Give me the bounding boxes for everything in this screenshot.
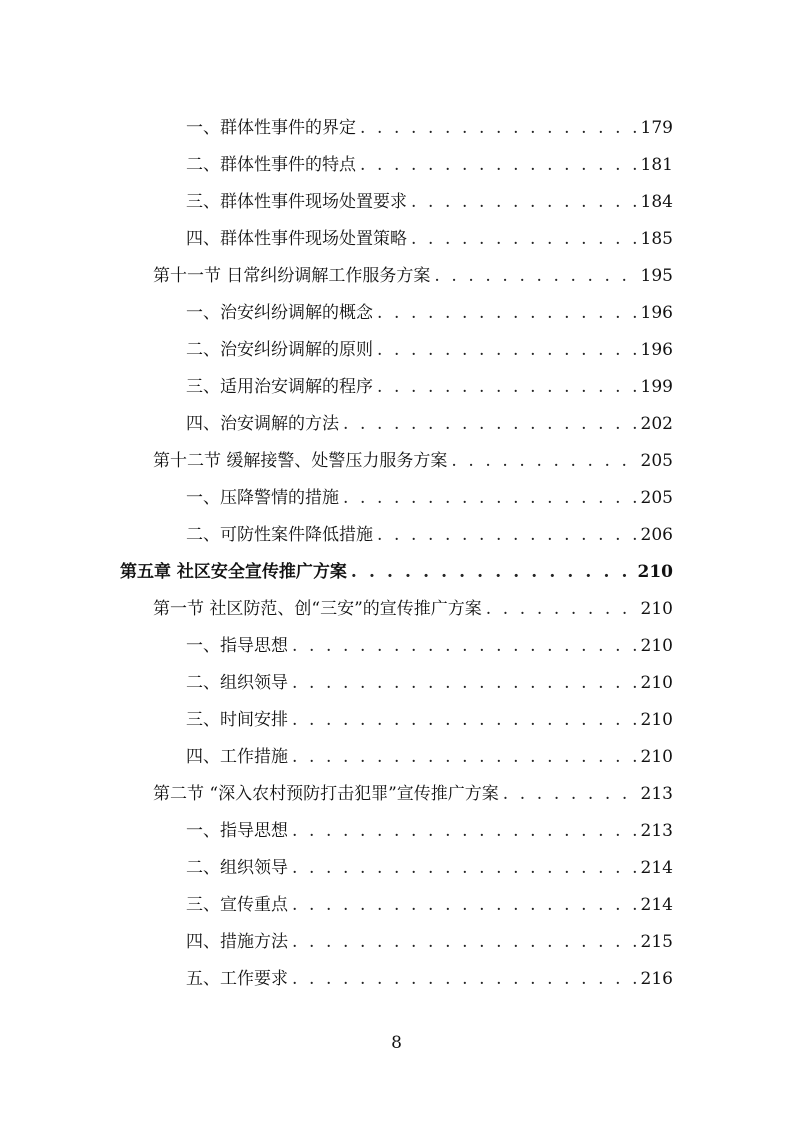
toc-entry[interactable] — [186, 101, 673, 138]
toc-leader-dots — [292, 858, 637, 878]
toc-leader-dots — [292, 747, 637, 767]
toc-leader-dots — [292, 969, 637, 989]
toc-entry-title: 四、工作措施 — [186, 747, 288, 767]
toc-entry-title: 四、群体性事件现场处置策略 — [186, 229, 407, 249]
toc-entry-page: 181 — [640, 155, 673, 175]
toc-section-entry[interactable] — [153, 767, 673, 804]
toc-entry-page: 199 — [640, 377, 673, 397]
toc-entry[interactable] — [186, 915, 673, 952]
toc-entry-page: 179 — [640, 118, 673, 138]
toc-leader-dots — [292, 636, 637, 656]
toc-entry[interactable] — [186, 508, 673, 545]
toc-entry-title: 第一节 社区防范、创“三安”的宣传推广方案 — [153, 599, 482, 619]
toc-section-entry[interactable] — [153, 434, 673, 471]
toc-entry[interactable] — [186, 397, 673, 434]
toc-entry-title: 第十一节 日常纠纷调解工作服务方案 — [153, 266, 431, 286]
toc-entry-title: 一、群体性事件的界定 — [186, 118, 356, 138]
toc-entry-page: 184 — [640, 192, 673, 212]
toc-entry-title: 二、组织领导 — [186, 673, 288, 693]
toc-entry[interactable] — [186, 841, 673, 878]
toc-entry[interactable] — [186, 323, 673, 360]
toc-entry[interactable] — [186, 656, 673, 693]
toc-entry-title: 一、指导思想 — [186, 636, 288, 656]
toc-entry-page: 210 — [640, 710, 673, 730]
toc-leader-dots — [343, 414, 637, 434]
toc-entry-title: 三、宣传重点 — [186, 895, 288, 915]
toc-leader-dots — [411, 192, 637, 212]
toc-entry-page: 210 — [637, 562, 673, 582]
toc-entry-title: 第五章 社区安全宣传推广方案 — [120, 562, 347, 582]
toc-entry-page: 196 — [640, 340, 673, 360]
toc-entry-title: 一、压降警情的措施 — [186, 488, 339, 508]
toc-entry-title: 四、治安调解的方法 — [186, 414, 339, 434]
toc-entry-page: 216 — [640, 969, 673, 989]
toc-entry-page: 205 — [640, 488, 673, 508]
toc-leader-dots — [292, 821, 637, 841]
toc-leader-dots — [434, 266, 636, 286]
toc-leader-dots — [292, 932, 637, 952]
toc-entry-page: 213 — [640, 821, 673, 841]
toc-entry[interactable] — [186, 212, 673, 249]
toc-leader-dots — [377, 340, 637, 360]
toc-entry[interactable] — [186, 730, 673, 767]
toc-entry-page: 205 — [640, 451, 673, 471]
page-number: 8 — [391, 1033, 402, 1053]
toc-entry-page: 185 — [640, 229, 673, 249]
toc-entry-page: 213 — [640, 784, 673, 804]
toc-entry-page: 214 — [640, 858, 673, 878]
toc-entry-page: 206 — [640, 525, 673, 545]
toc-leader-dots — [503, 784, 637, 804]
toc-leader-dots — [377, 377, 637, 397]
toc-leader-dots — [377, 525, 637, 545]
toc-leader-dots — [377, 303, 637, 323]
toc-entry-title: 第二节 “深入农村预防打击犯罪”宣传推广方案 — [153, 784, 499, 804]
toc-entry-title: 三、群体性事件现场处置要求 — [186, 192, 407, 212]
toc-entry[interactable] — [186, 952, 673, 989]
toc-entry-page: 202 — [640, 414, 673, 434]
toc-entry[interactable] — [186, 175, 673, 212]
toc-entry[interactable] — [186, 138, 673, 175]
toc-entry-title: 四、措施方法 — [186, 932, 288, 952]
toc-entry-title: 五、工作要求 — [186, 969, 288, 989]
toc-entry-page: 214 — [640, 895, 673, 915]
toc-entry-page: 210 — [640, 747, 673, 767]
toc-chapter-entry[interactable] — [120, 545, 673, 582]
toc-entry[interactable] — [186, 360, 673, 397]
toc-entry[interactable] — [186, 471, 673, 508]
toc-leader-dots — [343, 488, 637, 508]
toc-entry-page: 210 — [640, 599, 673, 619]
toc-entry-title: 二、治安纠纷调解的原则 — [186, 340, 373, 360]
toc-entry-page: 195 — [640, 266, 673, 286]
toc-section-entry[interactable] — [153, 582, 673, 619]
toc-entry-title: 二、群体性事件的特点 — [186, 155, 356, 175]
toc-leader-dots — [360, 118, 637, 138]
toc-leader-dots — [351, 562, 634, 582]
toc-entry-page: 215 — [640, 932, 673, 952]
toc-entry[interactable] — [186, 619, 673, 656]
toc-entry-title: 第十二节 缓解接警、处警压力服务方案 — [153, 451, 448, 471]
toc-entry-title: 二、组织领导 — [186, 858, 288, 878]
toc-entry[interactable] — [186, 286, 673, 323]
toc-entry[interactable] — [186, 804, 673, 841]
toc-leader-dots — [292, 895, 637, 915]
toc-entry-title: 三、适用治安调解的程序 — [186, 377, 373, 397]
toc-leader-dots — [292, 710, 637, 730]
toc-leader-dots — [451, 451, 636, 471]
toc-leader-dots — [292, 673, 637, 693]
toc-leader-dots — [411, 229, 637, 249]
toc-section-entry[interactable] — [153, 249, 673, 286]
toc-entry-page: 210 — [640, 636, 673, 656]
toc-entry-title: 一、指导思想 — [186, 821, 288, 841]
toc-entry-page: 210 — [640, 673, 673, 693]
toc-entry-title: 三、时间安排 — [186, 710, 288, 730]
toc-leader-dots — [486, 599, 637, 619]
toc-entry-title: 一、治安纠纷调解的概念 — [186, 303, 373, 323]
toc-entry-page: 196 — [640, 303, 673, 323]
toc-entry-title: 二、可防性案件降低措施 — [186, 525, 373, 545]
toc-entry[interactable] — [186, 693, 673, 730]
toc-entry[interactable] — [186, 878, 673, 915]
toc-leader-dots — [360, 155, 637, 175]
